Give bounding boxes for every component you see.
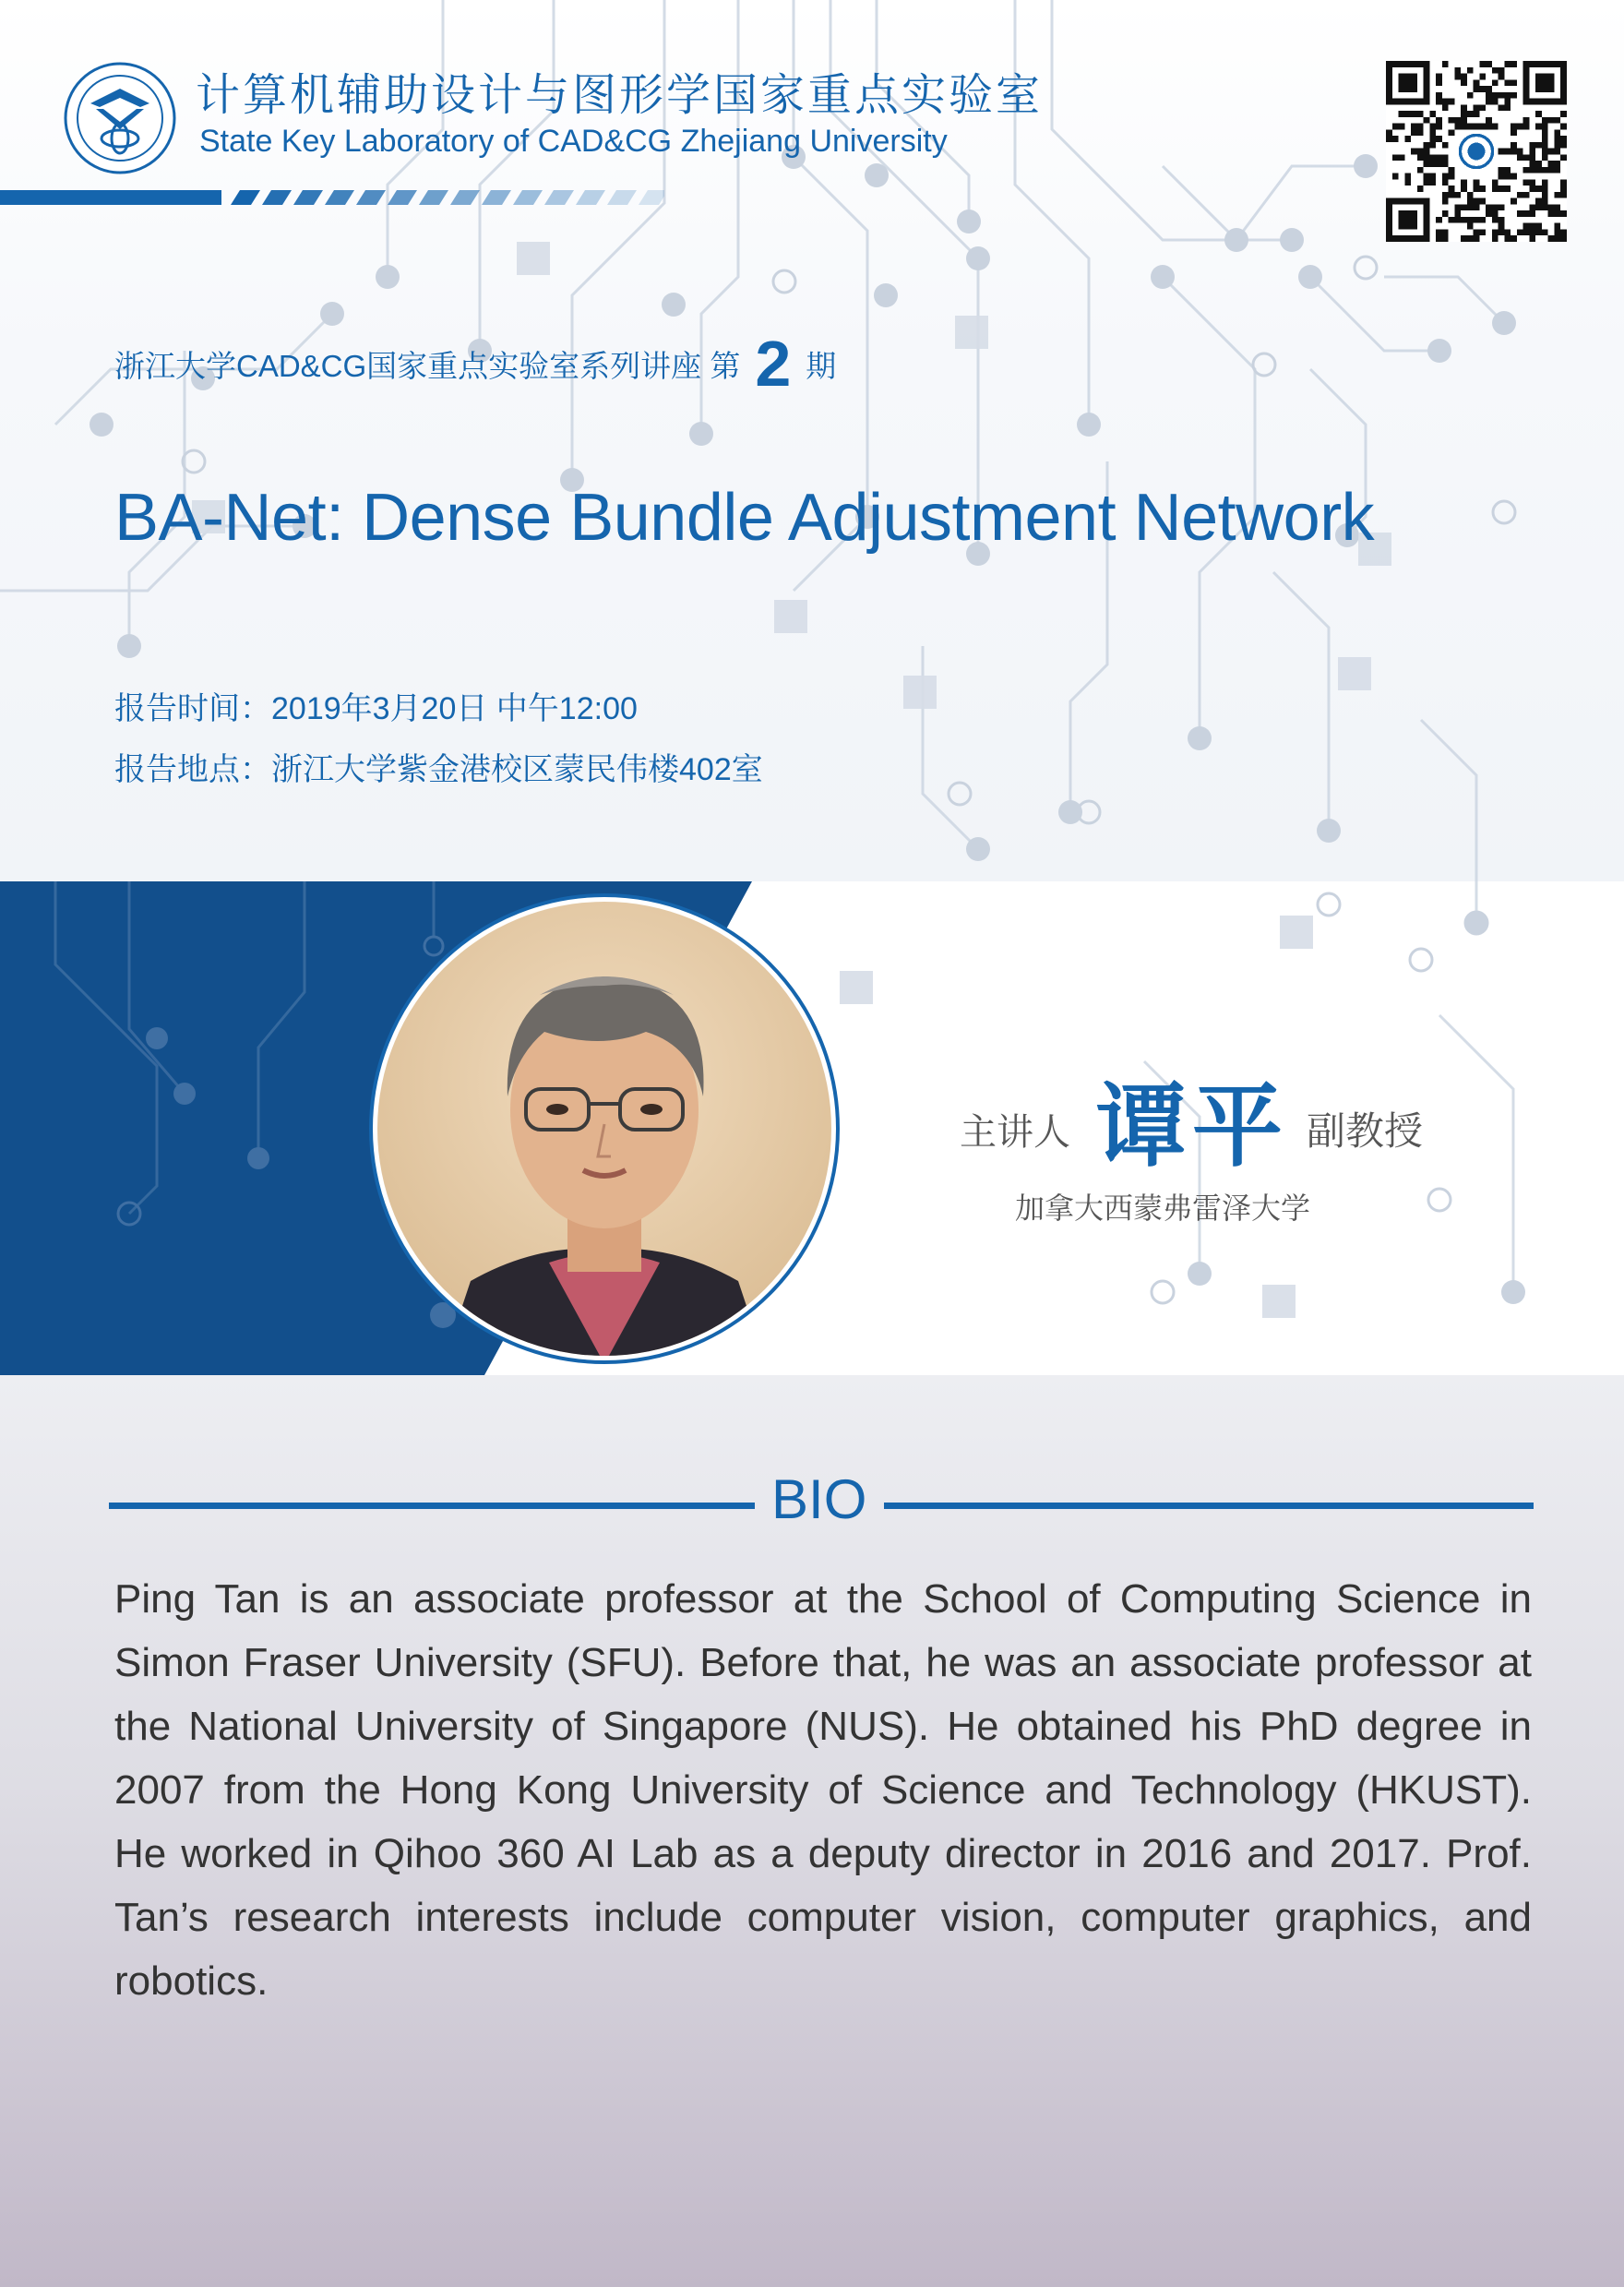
lecture-location: 报告地点：浙江大学紫金港校区蒙民伟楼402室 [114,752,763,787]
bio-line: Ping Tan is an associate professor at the School of Computing Science in [114,1576,1532,1622]
series-suffix: 期 [806,349,837,383]
bio-line: the National University of Singapore (NUS). He obtained his PhD degree in [114,1704,1532,1749]
talk-title: BA-Net: Dense Bundle Adjustment Network [114,481,1375,555]
speaker-affiliation: 加拿大西蒙弗雷泽大学 [1015,1191,1311,1226]
bio-heading: BIO [771,1468,867,1530]
lab-logo-icon [63,61,177,175]
bio-line: robotics. [114,1958,269,2004]
lab-name-chinese: 计算机辅助设计与图形学国家重点实验室 [196,69,1044,121]
speaker-role-label: 主讲人 [960,1111,1070,1154]
speaker-photo [369,893,840,1364]
bio-rule-left [109,1503,755,1509]
bio-line: Tan’s research interests include computer vision, computer graphics, and [114,1895,1532,1940]
lecture-series-line [114,327,836,401]
header-stripe-divider [0,185,664,210]
bio-paragraph [114,1567,1532,2013]
speaker-line [960,1054,1423,1184]
series-number: 2 [755,328,792,400]
qr-code-icon [1386,61,1567,242]
series-label: 浙江大学CAD&CG国家重点实验室系列讲座 第 [114,349,741,383]
bio-rule-right [884,1503,1534,1509]
speaker-title: 副教授 [1307,1108,1424,1154]
bio-line: He worked in Qihoo 360 AI Lab as a deputy director in 2016 and 2017. Prof. [114,1831,1532,1876]
lecture-time: 报告时间：2019年3月20日 中午12:00 [114,691,638,726]
lab-name-english: State Key Laboratory of CAD&CG Zhejiang University [199,124,948,159]
speaker-name: 谭平 [1096,1074,1289,1179]
bio-line: Simon Fraser University (SFU). Before that, he was an associate professor at [114,1640,1532,1685]
bio-line: 2007 from the Hong Kong University of Science and Technology (HKUST). [114,1767,1532,1813]
